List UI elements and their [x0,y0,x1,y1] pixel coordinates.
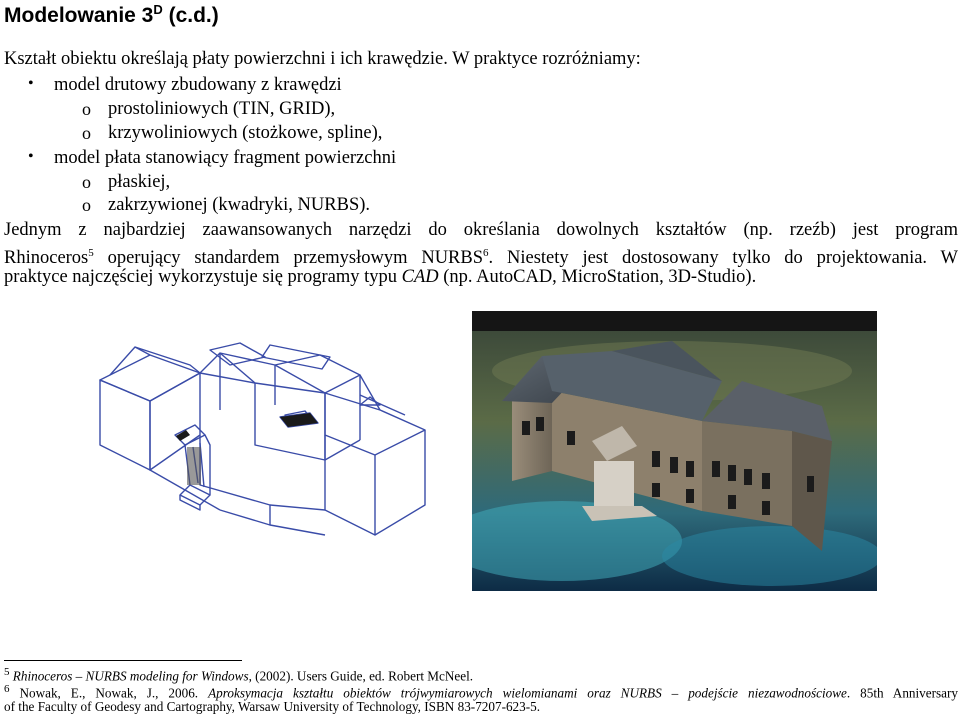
footnote-separator [4,660,242,661]
rendered-building-figure [472,311,877,591]
bullet-marker: • [28,148,34,165]
footnote-5: $^5$ Rhinoceros – NURBS modeling for Windows, (2002). Users Guide, ed. Robert McNeel. [4,666,474,684]
wireframe-building-figure [90,335,435,560]
paragraph-line-1: Jednym z najbardziej zaawansowanych narzędzi do określania dowolnych kształtów (np. rzeźb) jest program [4,220,958,240]
footnote-6-line-2: of the Faculty of Geodesy and Cartography, Warsaw University of Technology, ISBN 83-7207-623-5. [4,699,541,714]
sub-list-item: krzywoliniowych (stożkowe, spline), [108,123,383,143]
footnote-6: $^6$ Nowak, E., Nowak, J., 2006. Aproksymacja kształtu obiektów trójwymiarowych wielomianami oraz NURBS – podejście niezawodnościowe. 85th Anniversary [4,683,958,701]
sub-list-item: płaskiej, [108,172,171,192]
paragraph-line-3: praktyce najczęściej wykorzystuje się programy typu CAD (np. AutoCAD, MicroStation, 3D-Studio). [4,267,757,287]
intro-text: Kształt obiektu określają płaty powierzchni i ich krawędzie. W praktyce rozróżniamy: [4,49,641,69]
sub-list-item: zakrzywionej (kwadryki, NURBS). [108,195,371,215]
sub-bullet-marker: o [82,99,91,119]
paragraph-line-2: Rhinoceros$^5$ operujący standardem przemysłowym NURBS$^6$. Niestety jest dostosowany tylko do projektowania. W [4,247,958,269]
bullet-marker: • [28,75,34,92]
sub-bullet-marker: o [82,195,91,215]
sub-list-item: prostoliniowych (TIN, GRID), [108,99,336,119]
page-title: Modelowanie $3^D$ (c.d.) [4,2,219,27]
sub-bullet-marker: o [82,172,91,192]
list-item: model płata stanowiący fragment powierzchni [54,148,397,168]
sub-bullet-marker: o [82,123,91,143]
list-item: model drutowy zbudowany z krawędzi [54,75,342,95]
